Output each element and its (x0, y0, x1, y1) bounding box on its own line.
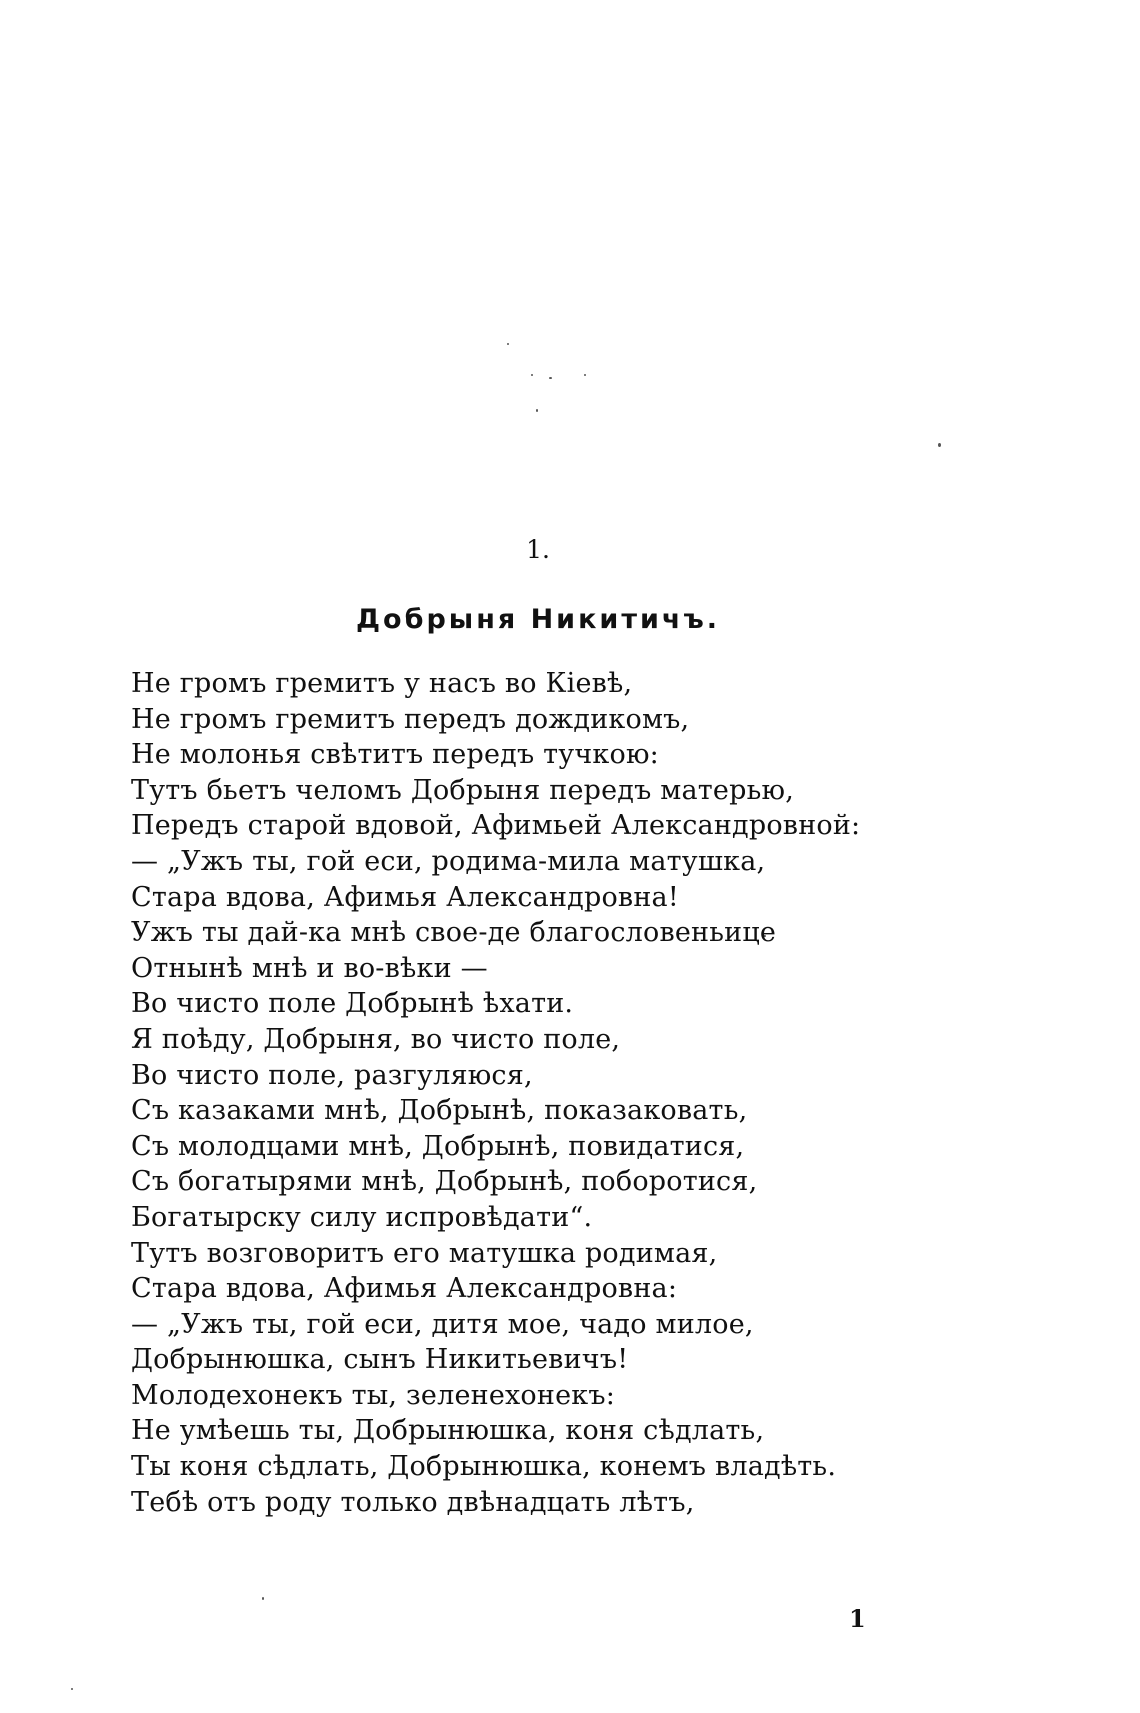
section-number: 1. (526, 535, 550, 564)
poem-line: Не громъ гремитъ у насъ во Кіевѣ, (131, 668, 633, 699)
poem-line: Ужъ ты дай-ка мнѣ свое-де благословеньице (131, 917, 777, 949)
poem-title: Добрыня Никитичъ. (356, 604, 720, 635)
page-number: 1 (849, 1604, 866, 1633)
scan-speck (549, 377, 552, 379)
poem-line: Съ казаками мнѣ, Добрынѣ, показаковать, (131, 1095, 748, 1127)
poem-line: Молодехонекъ ты, зеленехонекъ: (131, 1379, 616, 1411)
scan-speck (262, 1597, 264, 1600)
scan-speck (536, 409, 538, 412)
poem-line: Передъ старой вдовой, Афимьей Александровной: (131, 810, 861, 842)
poem-line: Стара вдова, Афимья Александровна: (131, 1273, 678, 1305)
poem-line: Съ молодцами мнѣ, Добрынѣ, повидатися, (131, 1130, 745, 1162)
poem-line: Тутъ бьетъ челомъ Добрыня передъ матерью, (131, 774, 794, 806)
poem-line: Я поѣду, Добрыня, во чисто поле, (131, 1023, 621, 1055)
scan-speck (507, 343, 509, 345)
poem-line: Не умѣешь ты, Добрынюшка, коня сѣдлать, (131, 1415, 765, 1447)
poem-line: Во чисто поле, разгуляюся, (131, 1059, 533, 1091)
scan-speck (938, 443, 941, 447)
poem-line: Отнынѣ мнѣ и во-вѣки — (131, 952, 488, 984)
scan-speck (71, 1688, 73, 1690)
poem-line: Съ богатырями мнѣ, Добрынѣ, поборотися, (131, 1166, 758, 1198)
scan-speck (584, 374, 586, 376)
poem-line: Богатырску силу испровѣдати“. (131, 1201, 593, 1233)
poem-line: Ты коня сѣдлать, Добрынюшка, конемъ владѣть. (131, 1451, 837, 1483)
poem-line: Стара вдова, Афимья Александровна! (131, 881, 679, 913)
poem-line: Не молонья свѣтитъ передъ тучкою: (131, 739, 659, 771)
scan-speck (531, 374, 533, 376)
poem-line: Во чисто поле Добрынѣ ѣхати. (131, 988, 574, 1020)
poem-text (131, 666, 911, 1520)
poem-line: — „Ужъ ты, гой еси, родима-мила матушка, (131, 845, 766, 877)
poem-line: Тутъ возговоритъ его матушка родимая, (131, 1237, 718, 1269)
poem-line: — „Ужъ ты, гой еси, дитя мое, чадо милое, (131, 1308, 754, 1340)
poem-line: Добрынюшка, сынъ Никитьевичъ! (131, 1344, 629, 1376)
poem-line: Не громъ гремитъ передъ дождикомъ, (131, 703, 690, 735)
poem-line: Тебѣ отъ роду только двѣнадцать лѣтъ, (131, 1486, 695, 1518)
